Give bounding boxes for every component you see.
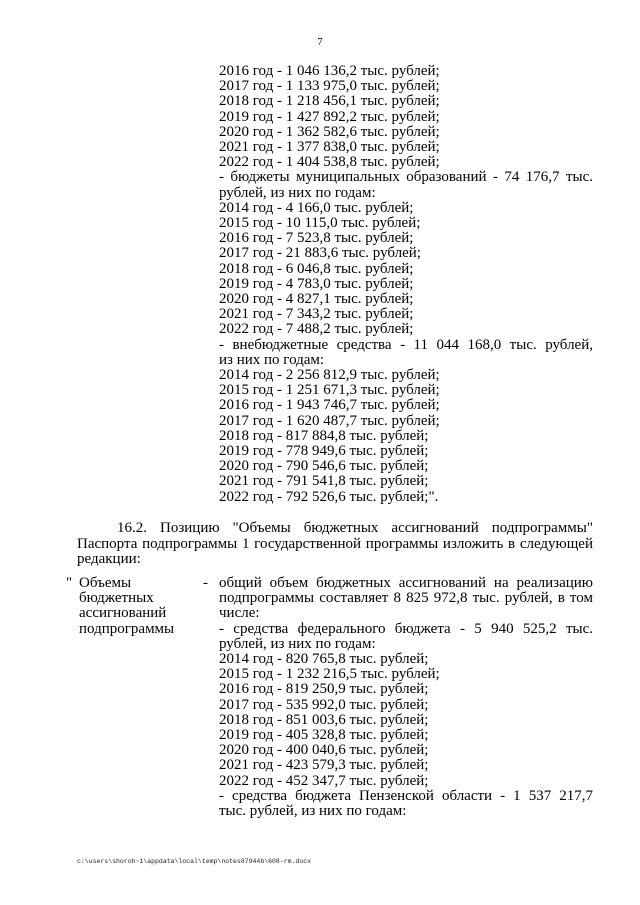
open-quote: " bbox=[66, 575, 73, 591]
federal-subheading: рублей, из них по годам: bbox=[219, 635, 376, 652]
list-item: 2020 год - 400 040,6 тыс. рублей; bbox=[219, 742, 429, 759]
list-item: 2017 год - 535 992,0 тыс. рублей; bbox=[219, 696, 429, 713]
list-item: 2018 год - 817 884,8 тыс. рублей; bbox=[219, 427, 429, 444]
list-item: 2020 год - 1 362 582,6 тыс. рублей; bbox=[219, 123, 440, 140]
list-item: 2017 год - 21 883,6 тыс. рублей; bbox=[219, 245, 421, 262]
federal-heading: - средства федерального бюджета - 5 940 525,2 тыс. bbox=[219, 620, 593, 637]
list-item: 2018 год - 1 218 456,1 тыс. рублей; bbox=[219, 93, 440, 110]
label-line: ассигнований bbox=[79, 605, 167, 622]
municipal-subheading: рублей, из них по годам: bbox=[219, 184, 376, 201]
list-item: 2019 год - 1 427 892,2 тыс. рублей; bbox=[219, 108, 440, 125]
list-item: 2020 год - 4 827,1 тыс. рублей; bbox=[219, 291, 414, 308]
list-item: 2015 год - 1 251 671,3 тыс. рублей; bbox=[219, 382, 440, 399]
passport-label bbox=[79, 576, 199, 637]
intro-line: подпрограммы составляет 8 825 972,8 тыс. рублей, в том bbox=[219, 590, 593, 607]
label-line: бюджетных bbox=[79, 590, 154, 607]
list-item: 2019 год - 405 328,8 тыс. рублей; bbox=[219, 727, 429, 744]
list-item: 2016 год - 1 943 746,7 тыс. рублей; bbox=[219, 397, 440, 414]
list-item: 2021 год - 1 377 838,0 тыс. рублей; bbox=[219, 139, 440, 156]
list-item: 2016 год - 1 046 136,2 тыс. рублей; bbox=[219, 63, 440, 79]
paragraph-line: Паспорта подпрограммы 1 государственной программы изложить в следующей bbox=[77, 535, 593, 552]
extrabudget-subheading: из них по годам: bbox=[219, 351, 325, 368]
paragraph-line: редакции: bbox=[77, 551, 141, 568]
label-dash: - bbox=[203, 575, 208, 591]
list-item: 2021 год - 791 541,8 тыс. рублей; bbox=[219, 473, 429, 490]
list-item: 2017 год - 1 620 487,7 тыс. рублей; bbox=[219, 412, 440, 429]
list-item: 2014 год - 820 765,8 тыс. рублей; bbox=[219, 651, 429, 668]
page-number: 7 bbox=[317, 36, 323, 48]
list-item: 2016 год - 7 523,8 тыс. рублей; bbox=[219, 230, 414, 247]
list-item: 2022 год - 452 347,7 тыс. рублей; bbox=[219, 772, 429, 789]
intro-line: общий объем бюджетных ассигнований на реализацию bbox=[219, 575, 593, 591]
extrabudget-heading: - внебюджетные средства - 11 044 168,0 тыс. рублей, bbox=[219, 336, 593, 353]
list-item: 2021 год - 423 579,3 тыс. рублей; bbox=[219, 757, 429, 774]
list-item: 2018 год - 6 046,8 тыс. рублей; bbox=[219, 260, 414, 277]
list-item: 2022 год - 1 404 538,8 тыс. рублей; bbox=[219, 154, 440, 171]
paragraph-line: 16.2. Позицию "Объемы бюджетных ассигнований подпрограммы" bbox=[117, 520, 593, 536]
label-line: подпрограммы bbox=[79, 620, 175, 637]
label-line: Объемы bbox=[79, 575, 132, 591]
list-item: 2019 год - 778 949,6 тыс. рублей; bbox=[219, 443, 429, 460]
footer-file-path: c:\users\shoroh~1\appdata\local\temp\notes87944b\608-rm.docx bbox=[77, 858, 312, 865]
passport-body bbox=[219, 576, 593, 819]
list-item: 2014 год - 4 166,0 тыс. рублей; bbox=[219, 199, 414, 216]
regional-subheading: тыс. рублей, из них по годам: bbox=[219, 803, 407, 820]
regional-heading: - средства бюджета Пензенской области - 1 537 217,7 bbox=[219, 787, 593, 804]
list-item: 2022 год - 7 488,2 тыс. рублей; bbox=[219, 321, 414, 338]
list-item: 2018 год - 851 003,6 тыс. рублей; bbox=[219, 711, 429, 728]
amendment-paragraph bbox=[77, 521, 593, 568]
budget-list-top bbox=[219, 64, 593, 505]
list-item: 2021 год - 7 343,2 тыс. рублей; bbox=[219, 306, 414, 323]
list-item: 2016 год - 819 250,9 тыс. рублей; bbox=[219, 681, 429, 698]
list-item: 2015 год - 1 232 216,5 тыс. рублей; bbox=[219, 666, 440, 683]
list-item: 2019 год - 4 783,0 тыс. рублей; bbox=[219, 275, 414, 292]
list-item: 2014 год - 2 256 812,9 тыс. рублей; bbox=[219, 367, 440, 384]
list-item: 2015 год - 10 115,0 тыс. рублей; bbox=[219, 215, 421, 232]
municipal-heading: - бюджеты муниципальных образований - 74 176,7 тыс. bbox=[219, 169, 593, 186]
intro-line: числе: bbox=[219, 605, 260, 622]
list-item: 2022 год - 792 526,6 тыс. рублей;". bbox=[219, 488, 439, 505]
list-item: 2017 год - 1 133 975,0 тыс. рублей; bbox=[219, 78, 440, 95]
list-item: 2020 год - 790 546,6 тыс. рублей; bbox=[219, 458, 429, 475]
